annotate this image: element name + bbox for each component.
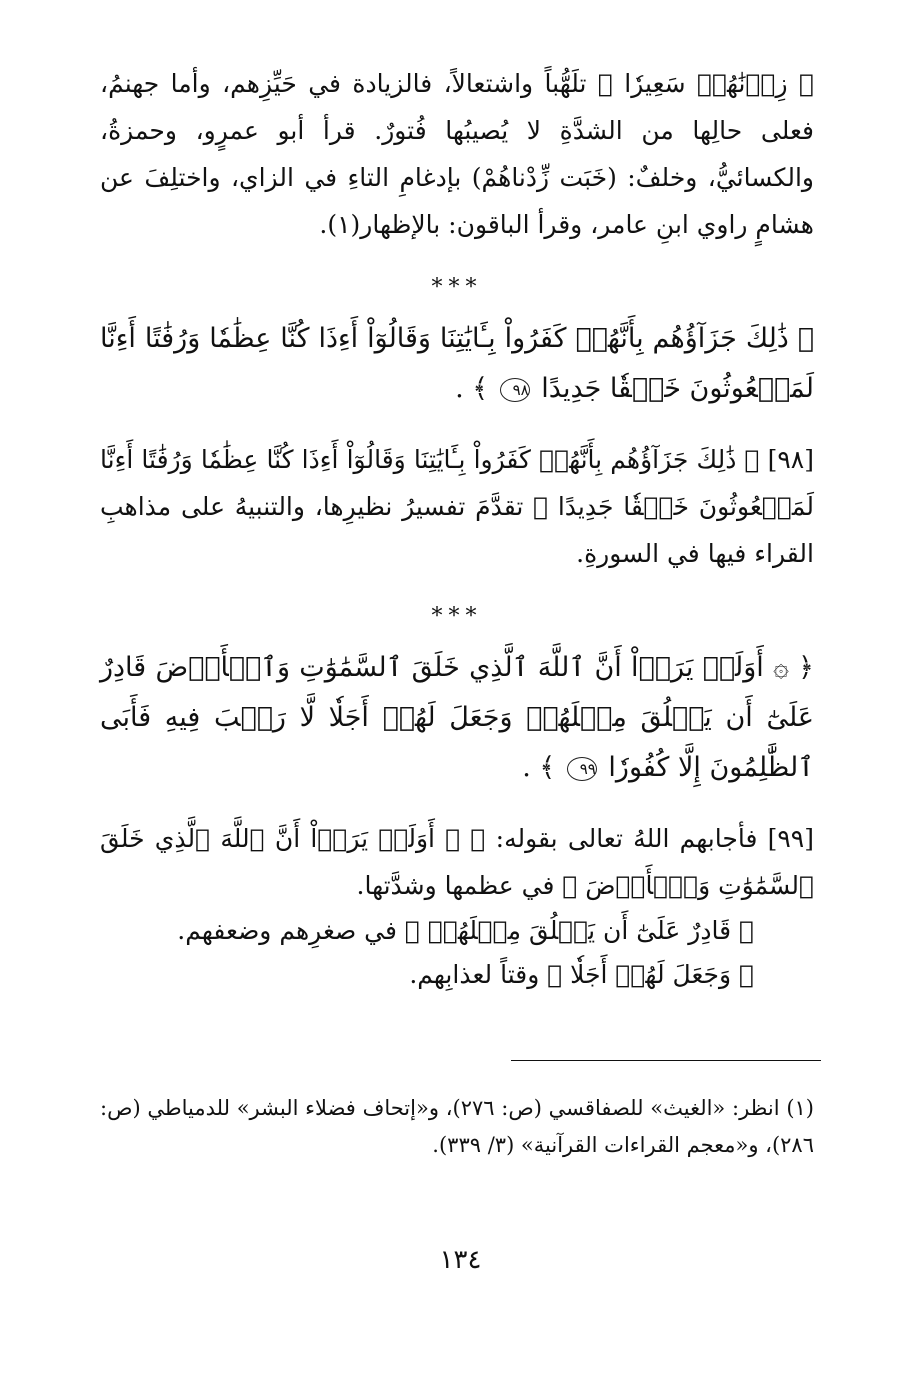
main-text xyxy=(100,60,814,997)
commentary-line-qadir: ﴿ قَادِرٌ عَلَىٰٓ أَن يَخۡلُقَ مِثۡلَهُمۡ ﴾ في صغرِهم وضعفهم. xyxy=(177,916,754,945)
quran-verse-99-close: ﴾ . xyxy=(522,752,556,783)
commentary-paragraph-99: [٩٩] فأجابهم اللهُ تعالى بقوله: ﴿ ۞ أَوَلَمۡ يَرَوۡاْ أَنَّ ٱللَّهَ ٱلَّذِي خَلَقَ ٱلسَّمَٰوَٰتِ وَٱلۡأَرۡضَ ﴾ في عظمها وشدَّتها. xyxy=(100,824,814,900)
section-separator-1: *** xyxy=(431,275,483,300)
footnote-divider xyxy=(511,1060,821,1061)
verse-number-98-marker: ٩٨ xyxy=(500,378,530,402)
quran-verse-99 xyxy=(100,643,814,793)
section-separator-2: *** xyxy=(431,604,483,629)
quran-verse-99-text: ﴿ ۞ أَوَلَمۡ يَرَوۡاْ أَنَّ ٱللَّهَ ٱلَّذِي خَلَقَ ٱلسَّمَٰوَٰتِ وَٱلۡأَرۡضَ قَادِرٌ عَلَىٰٓ أَن يَخۡلُقَ مِثۡلَهُمۡ وَجَعَلَ لَهُمۡ أَجَلٗا لَّا رَيۡبَ فِيهِ فَأَبَى ٱلظَّٰلِمُونَ إِلَّا كُفُورٗا xyxy=(100,652,814,783)
commentary-paragraph-1: ﴿ زِدۡنَٰهُمۡ سَعِيرٗا ﴾ تلَهُّباً واشتعالاً، فالزيادة في حَيِّزِهم، وأما جهنمُ، فعلى حالِها من الشدَّةِ لا يُصيبُها فُتورٌ. قرأ أبو عمرٍو، وحمزةُ، والكسائيُّ، وخلفٌ: (خَبَت زِّدْناهُمْ) بإدغامِ التاءِ في الزاي، واختلِفَ عن هشامٍ راوي ابنِ عامر، وقرأ الباقون: بالإظهار(١). xyxy=(100,69,814,239)
page-number: ١٣٤ xyxy=(439,1245,482,1275)
quran-verse-98-close: ﴾ . xyxy=(455,373,489,404)
verse-number-99-marker: ٩٩ xyxy=(567,757,597,781)
footnote-1: (١) انظر: «الغيث» للصفاقسي (ص: ٢٧٦)، و«إتحاف فضلاء البشر» للدمياطي (ص: ٢٨٦)، و«معجم القراءات القرآنية» (٣/ ٣٣٩). xyxy=(100,1096,814,1157)
commentary-line-ajal: ﴿ وَجَعَلَ لَهُمۡ أَجَلٗا ﴾ وقتاً لعذابِهم. xyxy=(409,960,754,989)
quran-verse-98 xyxy=(100,314,814,414)
commentary-paragraph-98: [٩٨] ﴿ ذَٰلِكَ جَزَآؤُهُم بِأَنَّهُمۡ كَفَرُواْ بِـَٔايَٰتِنَا وَقَالُوٓاْ أَءِذَا كُنَّا عِظَٰمٗا وَرُفَٰتًا أَءِنَّا لَمَبۡعُوثُونَ خَلۡقٗا جَدِيدًا ﴾ تقدَّمَ تفسيرُ نظيرِها، والتنبيهُ على مذاهبِ القراء فيها في السورةِ. xyxy=(100,445,814,568)
quran-verse-98-text: ﴿ ذَٰلِكَ جَزَآؤُهُم بِأَنَّهُمۡ كَفَرُواْ بِـَٔايَٰتِنَا وَقَالُوٓاْ أَءِذَا كُنَّا عِظَٰمٗا وَرُفَٰتًا أَءِنَّا لَمَبۡعُوثُونَ خَلۡقٗا جَدِيدًا xyxy=(100,323,814,404)
